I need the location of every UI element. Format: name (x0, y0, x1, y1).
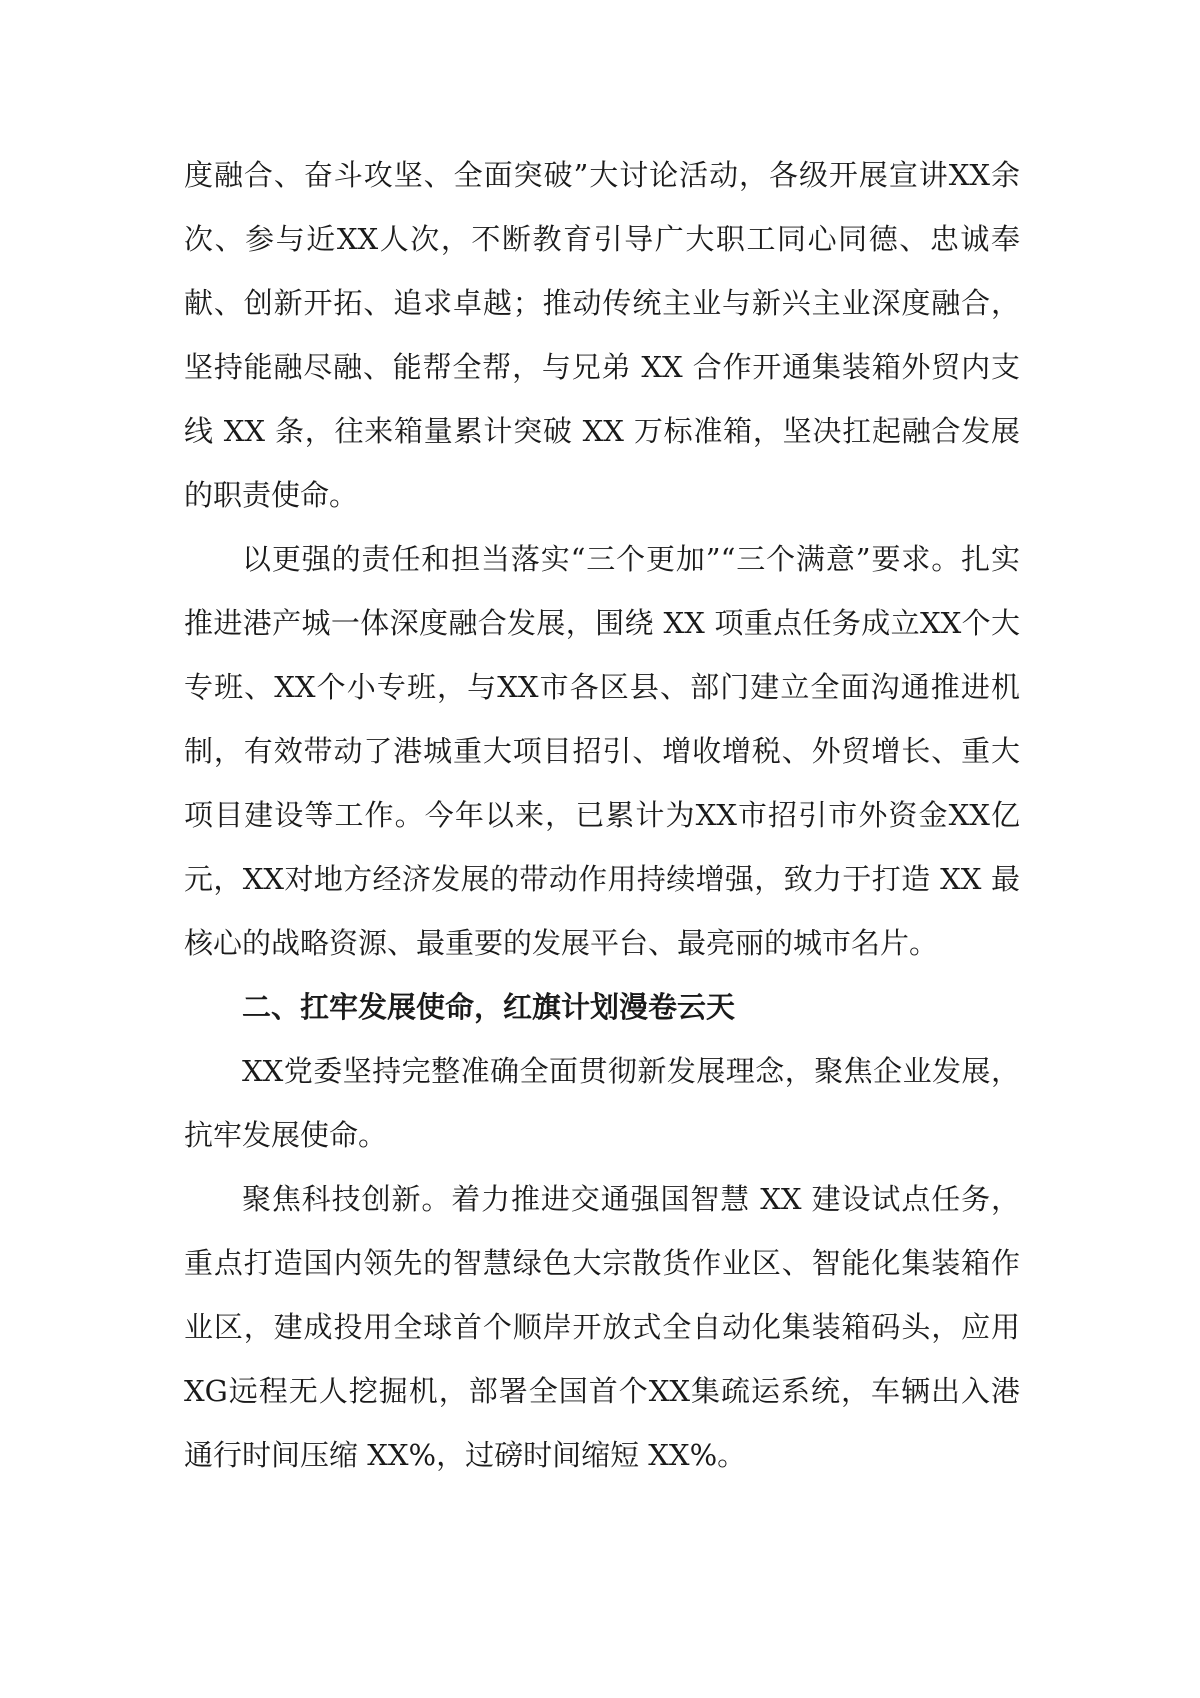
paragraph-mission: XX党委坚持完整准确全面贯彻新发展理念，聚焦企业发展，抗牢发展使命。 (184, 1054, 1020, 1152)
paragraph-responsibility: 以更强的责任和担当落实“三个更加”“三个满意”要求。扎实推进港产城一体深度融合发展，围绕 XX 项重点任务成立XX个大专班、XX个小专班，与XX市各区县、部门建立全面沟通推进机制，有效带动了港城重大项目招引、增收增税、外贸增长、重大项目建设等工作。今年以来，已累计为XX市招引市外资金XX亿元，XX对地方经济发展的带动作用持续增强，致力于打造 XX 最核心的战略资源、最重要的发展平台、最亮丽的城市名片。 (184, 542, 1020, 960)
paragraph-tech-innovation: 聚焦科技创新。着力推进交通强国智慧 XX 建设试点任务，重点打造国内领先的智慧绿色大宗散货作业区、智能化集装箱作业区，建成投用全球首个顺岸开放式全自动化集装箱码头，应用XG远程无人挖掘机，部署全国首个XX集疏运系统，车辆出入港通行时间压缩 XX%，过磅时间缩短 XX%。 (184, 1182, 1020, 1472)
document-body (184, 143, 1020, 1487)
paragraph-continuation: 度融合、奋斗攻坚、全面突破”大讨论活动，各级开展宣讲XX余次、参与近XX人次，不断教育引导广大职工同心同德、忠诚奉献、创新开拓、追求卓越；推动传统主业与新兴主业深度融合，坚持能融尽融、能帮全帮，与兄弟 XX 合作开通集装箱外贸内支线 XX 条，往来箱量累计突破 XX 万标准箱，坚决扛起融合发展的职责使命。 (184, 158, 1020, 512)
section-heading: 二、扛牢发展使命，红旗计划漫卷云天 (242, 990, 736, 1024)
